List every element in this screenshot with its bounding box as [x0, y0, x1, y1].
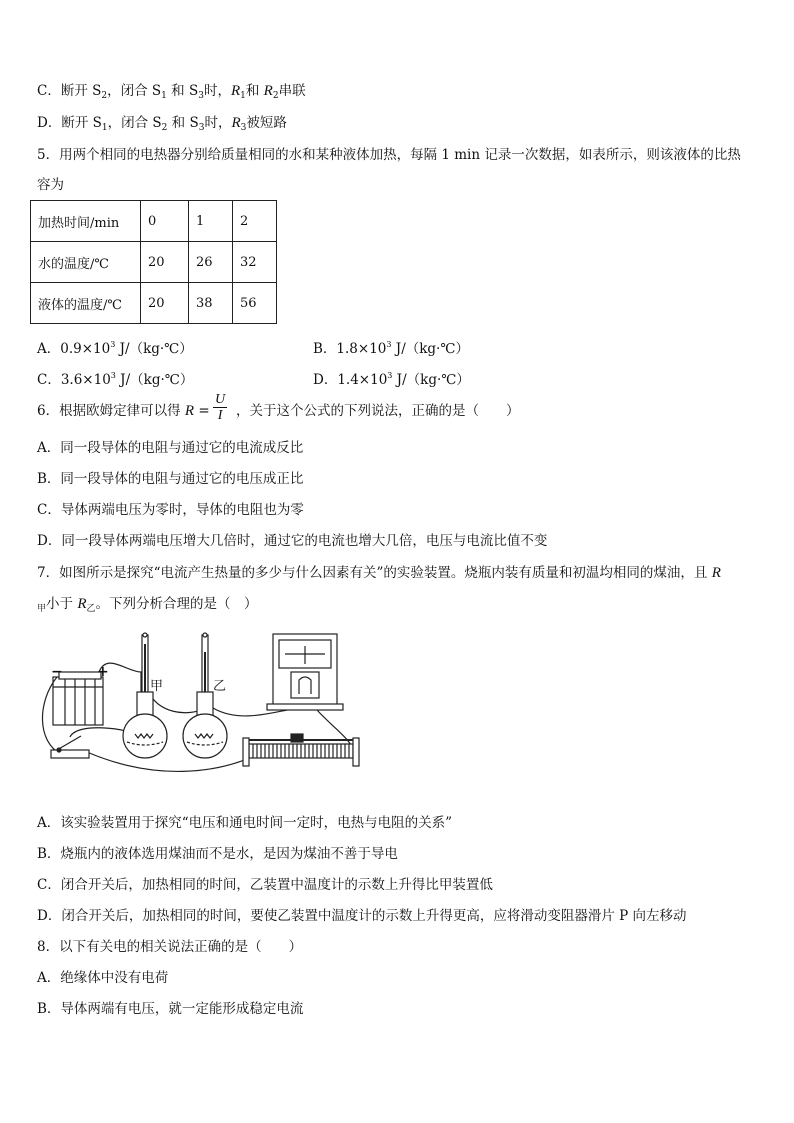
- table-row: [31, 283, 277, 324]
- q8-option-b: B．导体两端有电压，就一定能形成稳定电流: [37, 1001, 304, 1017]
- q7-option-a: A．该实验装置用于探究“电压和通电时间一定时，电热与电阻的关系”: [37, 815, 453, 831]
- table-cell: 38: [189, 283, 233, 324]
- q8-stem: 8．以下有关电的相关说法正确的是（ ）: [37, 939, 303, 955]
- q5-data-table: [30, 200, 277, 324]
- prev-option-d: D．断开 $S_1$，闭合 $S_2$ 和 $S_3$时，$R_3$被短路: [37, 115, 287, 133]
- q6-option-d: D．同一段导体两端电压增大几倍时，通过它的电流也增大几倍，电压与电流比值不变: [37, 533, 548, 549]
- q7-stem-line1: 7．如图所示是探究“电流产生热量的多少与什么因素有关”的实验装置。烧瓶内装有质量和初温均相同的煤油，且 R: [37, 565, 721, 581]
- table-row: [31, 201, 277, 242]
- flask-jia-icon: [123, 692, 167, 758]
- table-cell: 液体的温度/℃: [31, 283, 141, 324]
- switch-icon: [51, 736, 89, 758]
- prev-option-c: C．断开 $S_2$，闭合 $S_1$ 和 $S_3$时，$R_1$和 $R_2$串联: [37, 83, 306, 101]
- experiment-apparatus-figure: [37, 632, 367, 782]
- table-cell: 20: [141, 242, 189, 283]
- label-jia: 甲: [150, 678, 164, 693]
- q7-stem-line2: $_甲$小于 $R_乙$。下列分析合理的是（ ）: [37, 596, 258, 614]
- q5-option-d: D．$1.4\times 10^3$ J/（kg·℃）: [313, 371, 470, 388]
- q5-option-a: A．$0.9\times 10^3$ J/（kg·℃）: [37, 340, 193, 357]
- table-cell: 0: [141, 201, 189, 242]
- q5-option-b: B．$1.8\times 10^3$ J/（kg·℃）: [313, 340, 469, 357]
- q6-option-b: B．同一段导体的电阻与通过它的电压成正比: [37, 471, 304, 487]
- battery-minus-label: −: [51, 664, 63, 680]
- table-cell: 加热时间/min: [31, 201, 141, 242]
- q5-stem-line1: 5．用两个相同的电热器分别给质量相同的水和某种液体加热，每隔 1 min 记录一次数据，如表所示，则该液体的比热: [37, 147, 741, 163]
- q6-option-a: A．同一段导体的电阻与通过它的电流成反比: [37, 440, 304, 456]
- table-cell: 26: [189, 242, 233, 283]
- ohm-fraction: $\frac{U}{I}$: [215, 392, 226, 423]
- q6-stem: 6．根据欧姆定律可以得 R = ，关于这个公式的下列说法，正确的是（ ）: [37, 403, 520, 419]
- q7-option-b: B．烧瓶内的液体选用煤油而不是水，是因为煤油不善于导电: [37, 846, 398, 862]
- table-cell: 水的温度/℃: [31, 242, 141, 283]
- label-yi: 乙: [213, 678, 227, 693]
- table-cell: 2: [233, 201, 277, 242]
- flask-yi-icon: [183, 692, 227, 758]
- table-cell: 1: [189, 201, 233, 242]
- table-cell: 56: [233, 283, 277, 324]
- q7-option-c: C．闭合开关后，加热相同的时间，乙装置中温度计的示数上升得比甲装置低: [37, 877, 493, 893]
- table-cell: 20: [141, 283, 189, 324]
- table-row: [31, 242, 277, 283]
- table-cell: 32: [233, 242, 277, 283]
- ammeter-icon: [267, 634, 343, 710]
- q8-option-a: A．绝缘体中没有电荷: [37, 970, 169, 986]
- q7-option-d: D．闭合开关后，加热相同的时间，要使乙装置中温度计的示数上升得更高，应将滑动变阻器滑片 P 向左移动: [37, 908, 687, 924]
- rheostat-icon: [243, 734, 359, 766]
- battery-plus-label: +: [97, 664, 109, 680]
- q5-option-c: C．$3.6\times 10^3$ J/（kg·℃）: [37, 371, 194, 388]
- q5-stem-line2: 容为: [37, 177, 64, 193]
- q6-option-c: C．导体两端电压为零时，导体的电阻也为零: [37, 502, 304, 518]
